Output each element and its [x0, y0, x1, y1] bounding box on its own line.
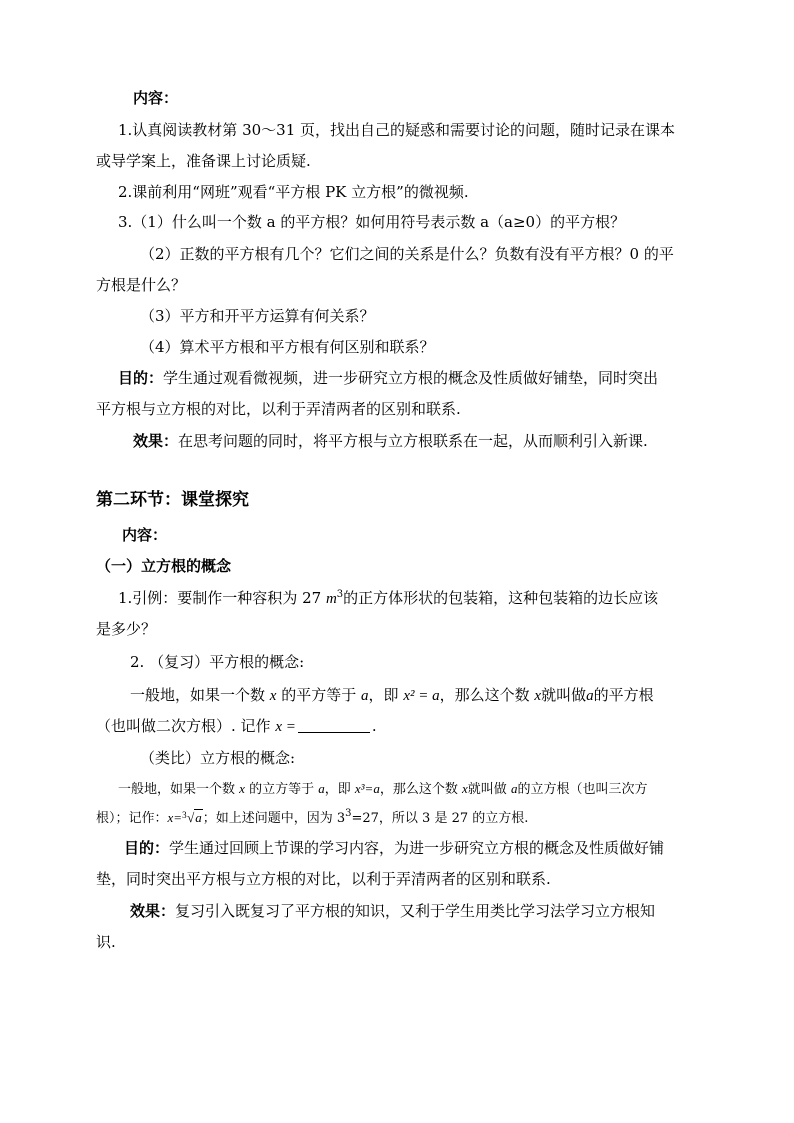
sq-text-b: 的平方等于	[281, 686, 357, 704]
item3-q3: （3）平方和开平方运算有何关系？	[140, 307, 375, 325]
effect-label: 效果：	[133, 432, 179, 450]
cb-text-c: ，即	[324, 782, 351, 797]
cb-var-x-2: x	[462, 781, 468, 796]
cb-var-x: x	[239, 781, 245, 796]
sq-text-e: 就叫做	[541, 686, 587, 704]
cb-l2-exp: 3	[345, 808, 352, 819]
example-unit: m	[325, 591, 337, 607]
cb-equation: x³=a	[354, 781, 380, 796]
section2-effect-line2: 识.	[96, 933, 116, 951]
section2-effect-line1	[130, 901, 655, 921]
sq-text-d: ，那么这个数	[439, 686, 530, 704]
example-unit-exp: 3	[336, 589, 344, 600]
section1-goal-line2: 平方根与立方根的对比，以利于弄清两者的区别和联系.	[96, 400, 461, 418]
item1-line1: 1.认真阅读教材第 30～31 页，找出自己的疑惑和需要讨论的问题，随时记录在课本	[118, 121, 676, 139]
item3-q1: 3.（1）什么叫一个数 a 的平方根？如何用符号表示数 a（a≥0）的平方根？	[118, 213, 626, 231]
cb-var-a-2: a	[510, 781, 518, 796]
sq-text-a: 一般地，如果一个数	[130, 686, 266, 704]
cube-root-symbol: 3 √a	[182, 808, 203, 828]
cb-l2-text-b: ；如上述问题中，因为 3	[202, 811, 346, 826]
sq-text-f: 的平方根	[593, 686, 654, 704]
example-line1	[118, 588, 658, 609]
sq-l2-end: .	[371, 717, 377, 735]
sq-text-c: ，即	[368, 686, 399, 704]
cb-var-a: a	[318, 781, 325, 796]
square-root-def-line1	[130, 685, 654, 706]
cube-root-radicand: a	[195, 810, 202, 825]
item3-q2-line1: （2）正数的平方根有几个？它们之间的关系是什么？负数有没有平方根？0 的平	[140, 245, 674, 263]
answer-blank	[298, 718, 370, 733]
example-text-b: 的正方体形状的包装箱，这种包装箱的边长应该	[343, 589, 659, 607]
square-root-def-line2	[96, 716, 377, 737]
section2-goal-line1	[124, 838, 664, 858]
subsection-cube-root-concept: （一）立方根的概念	[96, 557, 232, 575]
sq-var-a: a	[361, 688, 369, 704]
cb-l2-eqx: x=	[167, 810, 183, 825]
cb-text-e: 就叫做	[467, 782, 507, 797]
section1-effect	[133, 431, 648, 451]
effect-label-2: 效果：	[130, 902, 176, 920]
section2-title: 第二环节：课堂探究	[96, 490, 249, 510]
sq-equation: x² = a	[403, 688, 440, 704]
cb-text-d: ，那么这个数	[379, 782, 458, 797]
sq-var-a-2: a	[586, 688, 594, 704]
item2: 2.课前利用“网班”观看“平方根 PK 立方根”的微视频.	[118, 183, 469, 201]
item3-q2-line2: 方根是什么？	[96, 276, 187, 294]
item3-q4: （4）算术平方根和平方根有何区别和联系？	[140, 338, 435, 356]
section1-goal-line1	[118, 368, 658, 388]
cb-text-a: 一般地，如果一个数	[118, 782, 236, 797]
sq-var-x-2: x	[534, 688, 542, 704]
section1-content-label: 内容：	[133, 89, 179, 107]
sq-l2-text: （也叫做二次方根）. 记作	[96, 717, 271, 735]
example-line2: 是多少？	[96, 620, 157, 638]
sq-var-x: x	[269, 688, 277, 704]
example-text-a: 1.引例：要制作一种容积为 27	[118, 589, 322, 607]
cube-root-index: 3	[182, 810, 187, 820]
cube-root-def-line1	[118, 779, 647, 800]
cb-l2-text-c: =27，所以 3 是 27 的立方根.	[351, 811, 529, 826]
section2-content-label: 内容：	[122, 526, 168, 544]
analogy-title: （类比）立方根的概念:	[140, 749, 296, 767]
goal-text-2: 学生通过回顾上节课的学习内容，为进一步研究立方根的概念及性质做好铺	[169, 839, 665, 857]
cb-text-f: 的立方根（也叫三次方	[517, 782, 648, 797]
goal-text: 学生通过观看微视频，进一步研究立方根的概念及性质做好铺垫，同时突出	[163, 369, 659, 387]
sq-l2-eq: x =	[275, 719, 296, 735]
cb-text-b: 的立方等于	[249, 782, 315, 797]
section2-goal-line2: 垫，同时突出平方根与立方根的对比，以利于弄清两者的区别和联系.	[96, 870, 551, 888]
goal-label-2: 目的：	[124, 839, 170, 857]
item1-line2: 或导学案上，准备课上讨论质疑.	[96, 152, 311, 170]
cube-root-def-line2	[96, 808, 528, 829]
goal-label: 目的：	[118, 369, 164, 387]
effect-text-2: 复习引入既复习了平方根的知识，又利于学生用类比学习法学习立方根知	[175, 902, 656, 920]
effect-text: 在思考问题的同时，将平方根与立方根联系在一起，从而顺利引入新课.	[178, 432, 648, 450]
cb-l2-text-a: 根）；记作：	[96, 811, 168, 826]
review-title: 2. （复习）平方根的概念:	[130, 653, 305, 671]
